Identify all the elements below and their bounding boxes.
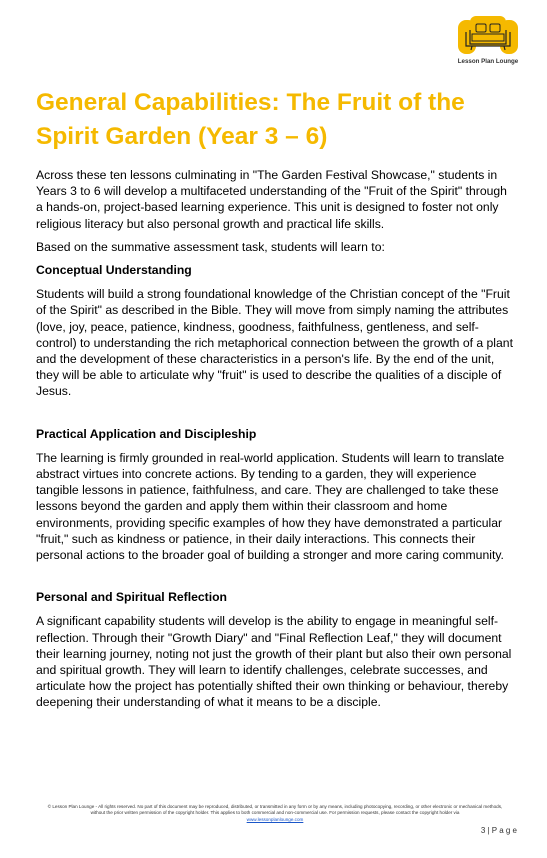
copyright-footer — [40, 804, 510, 823]
copyright-text: © Lesson Plan Lounge - All rights reserved. No part of this document may be reproduced, distributed, or transmitted in any form or by any means, including photocopying, recording, or other electronic or mechanical methods, without the prior written permission of the copyright holder. This applies to both commercial and non-commercial use. For permission requests, please contact the copyright holder via — [47, 804, 503, 816]
logo-text: Lesson Plan Lounge — [457, 58, 519, 65]
section-body-practical: The learning is firmly grounded in real-world application. Students will learn to translate abstract virtues into concrete actions. By tending to a garden, they will experience tangible lessons in patience, faithfulness, and care. They are challenged to take these lessons beyond the garden and apply them within their classroom and home environments, providing specific examples of how they have demonstrated a particular "fruit," such as kindness or patience, in their daily interactions. This connects their personal actions to the broader goal of building a stronger and more caring community. — [36, 450, 505, 563]
document-body — [36, 167, 514, 737]
section-heading-reflection: Personal and Spiritual Reflection — [36, 590, 227, 605]
lead-paragraph: Based on the summative assessment task, students will learn to: — [36, 239, 385, 254]
intro-paragraph: Across these ten lessons culminating in "The Garden Festival Showcase," students in Years 3 to 6 will develop a multifaceted understanding of the "Fruit of the Spirit" through a hands-on, project-based learning experience. This unit is designed to foster not only religious literacy but also personal growth and practical life skills. — [36, 168, 507, 231]
brand-logo — [448, 16, 528, 68]
section-heading-conceptual: Conceptual Understanding — [36, 263, 192, 278]
section-body-reflection: A significant capability students will develop is the ability to engage in meaningful self-reflection. Through their "Growth Diary" and "Final Reflection Leaf," they will document their learning journey, noting not just the growth of their plant but also their own personal and spiritual growth. They will learn to identify challenges, celebrate successes, and articulate how the project has potentially shifted their own thinking or behaviour, thereby deepening their understanding of what it means to be a disciple. — [36, 614, 512, 710]
website-link[interactable]: www.lessonplanlounge.com — [246, 816, 304, 822]
page-number: 3 | P a g e — [480, 826, 517, 835]
page-title: General Capabilities: The Fruit of the Spirit Garden (Year 3 – 6) — [36, 89, 465, 150]
sofa-icon — [456, 16, 520, 56]
section-body-conceptual: Students will build a strong foundational knowledge of the Christian concept of the "Fruit of the Spirit" as described in the Bible. They will move from simply naming the attributes (love, joy, peace, patience, kindness, goodness, faithfulness, gentleness, and self-control) to understanding the rich metaphorical connection between the growth of a plant and the development of these characteristics in a person's life. By the end of the unit, they will be able to articulate why "fruit" is used to describe the qualities of a disciple of Jesus. — [36, 287, 513, 399]
section-heading-practical: Practical Application and Discipleship — [36, 426, 257, 441]
